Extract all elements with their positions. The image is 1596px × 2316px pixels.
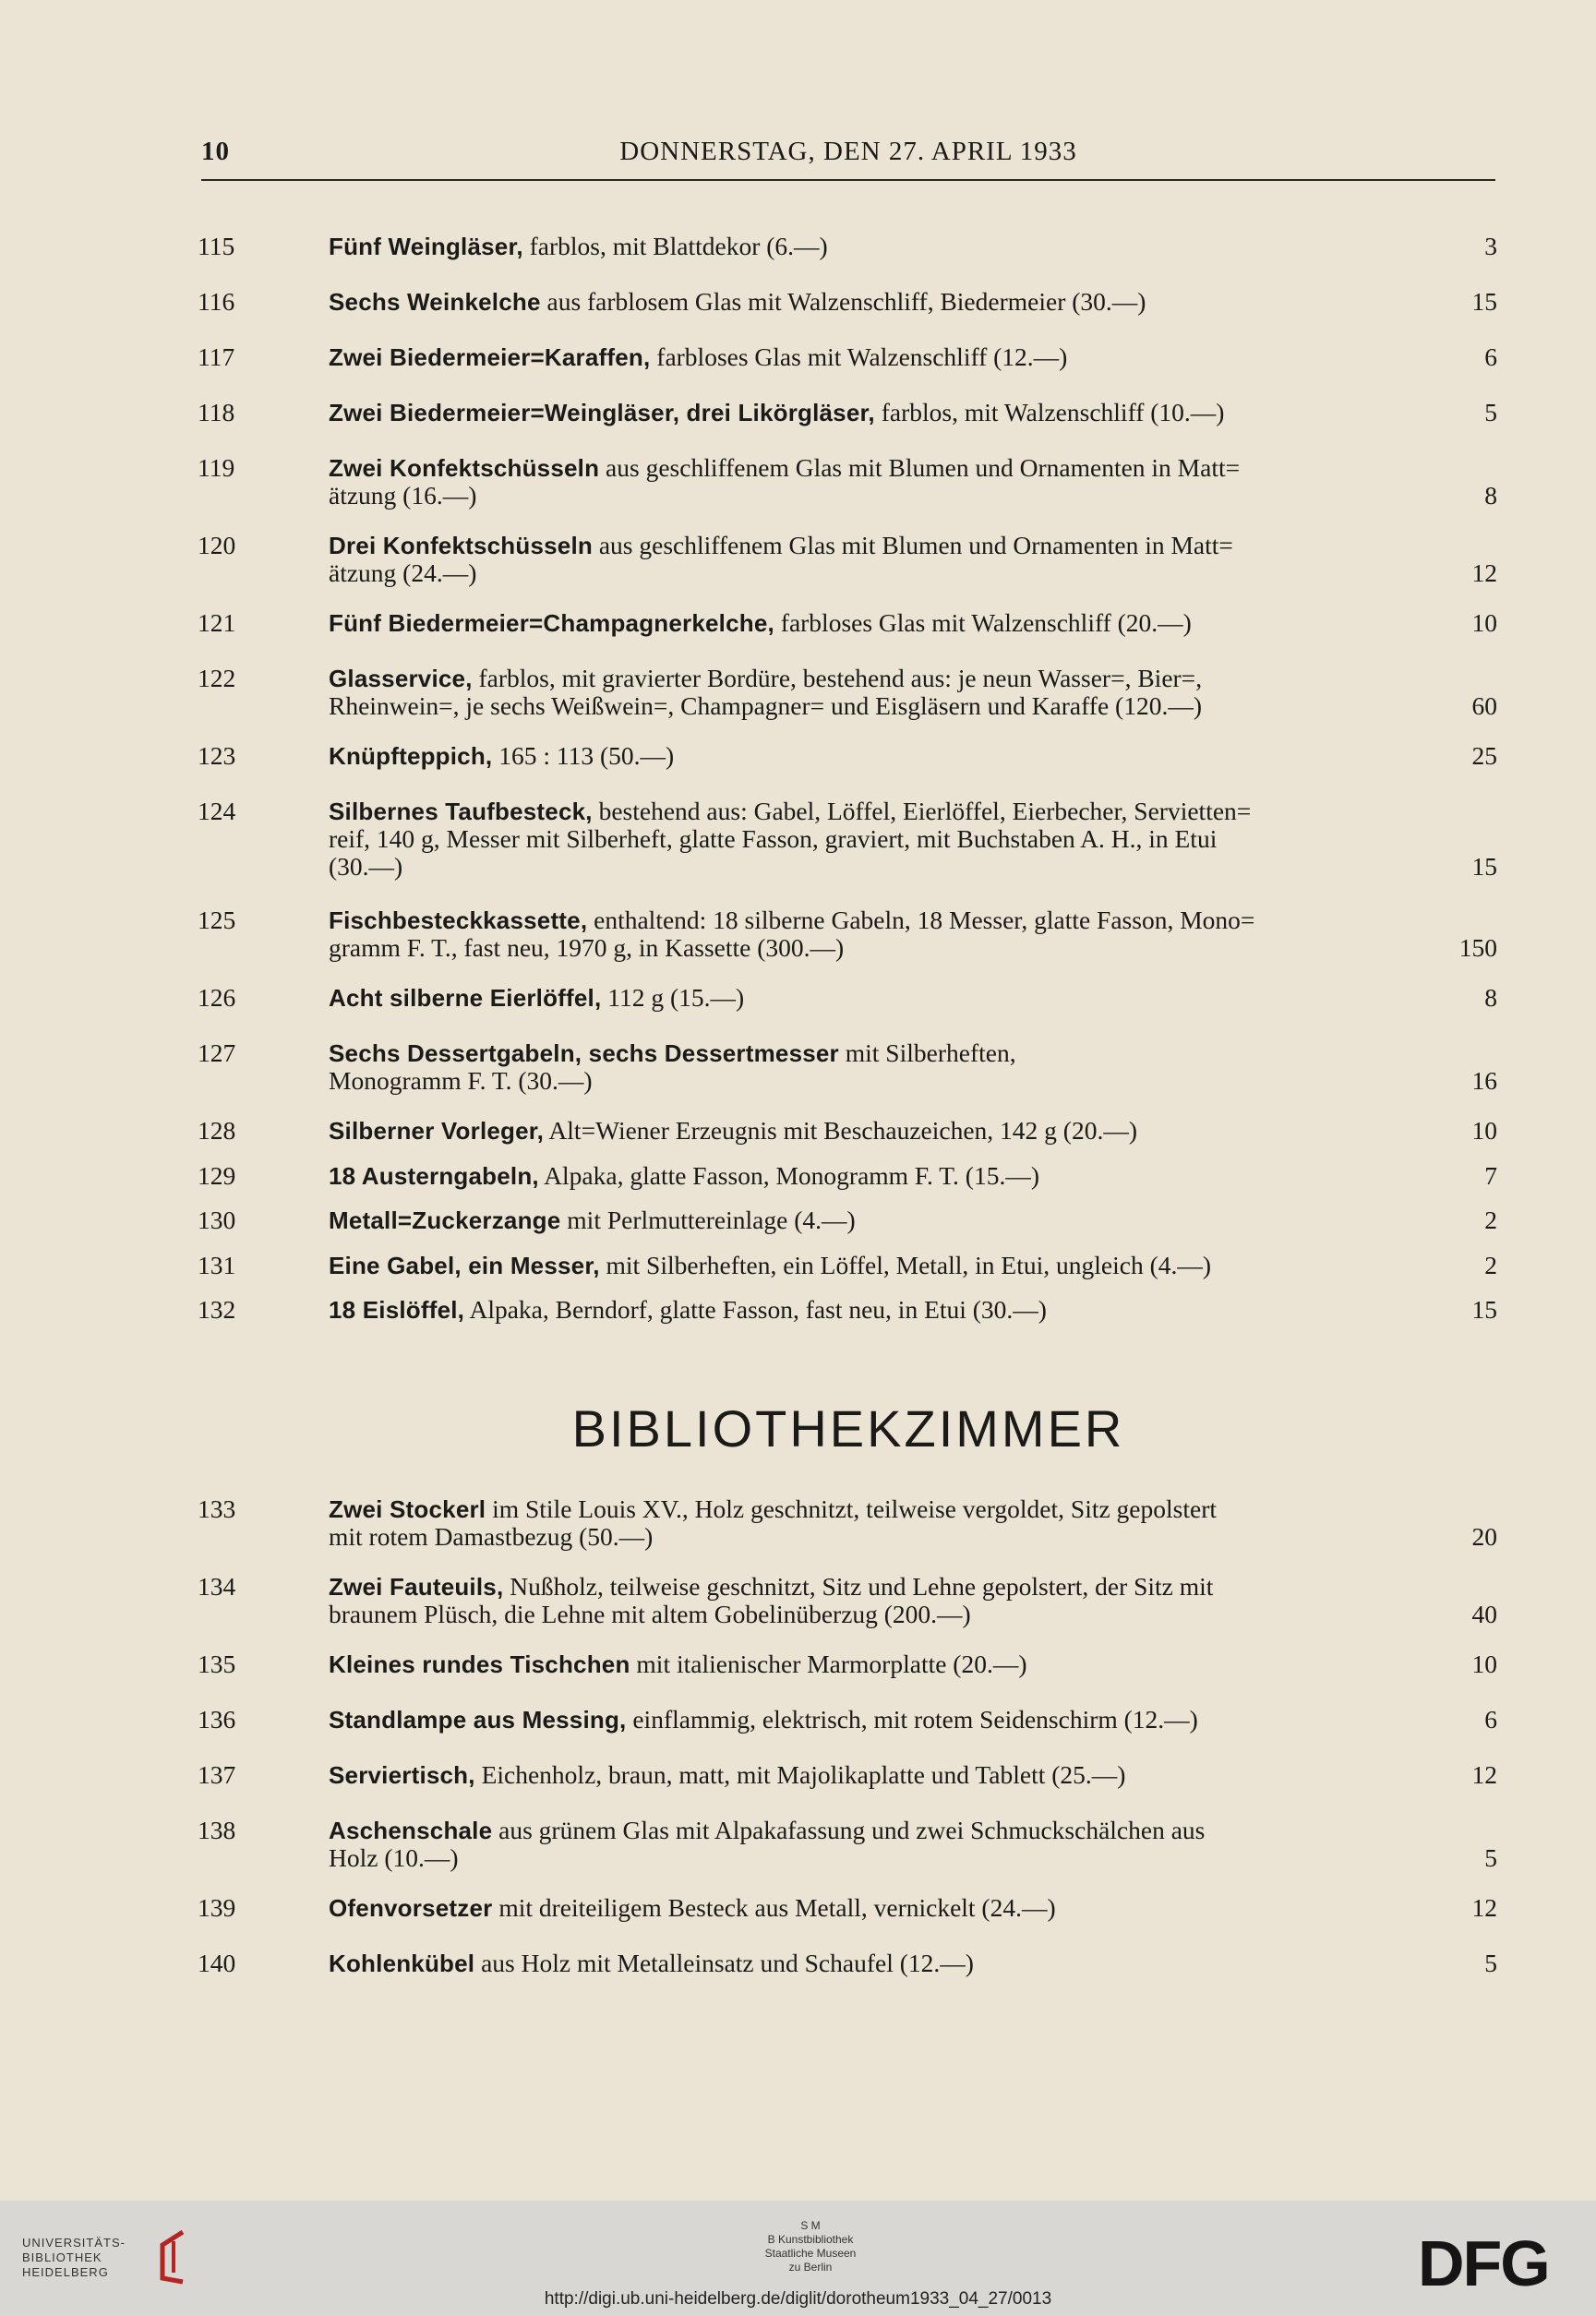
lot-estimate: 7	[1484, 1160, 1497, 1190]
lot-title: Zwei Biedermeier=Karaffen,	[329, 343, 651, 371]
library-logo-text	[22, 2236, 126, 2280]
lot-title: Fünf Biedermeier=Champagnerkelche,	[329, 609, 774, 637]
lot-description-line	[329, 1817, 1471, 1844]
lot-number: 115	[198, 232, 235, 260]
lot-number: 123	[198, 741, 236, 770]
lot-description-line	[329, 1761, 1471, 1789]
lot-description-line	[329, 1252, 1471, 1279]
lot-number: 127	[198, 1038, 236, 1067]
library-mark-icon	[155, 2228, 194, 2286]
lot-description-line	[329, 343, 1471, 371]
lot-estimate: 5	[1484, 398, 1497, 426]
lot-title: Metall=Zuckerzange	[329, 1206, 561, 1234]
lot-title: Kohlenkübel	[329, 1950, 475, 1977]
lot-description	[329, 1950, 1471, 1977]
page-title: DONNERSTAG, DEN 27. APRIL 1933	[619, 137, 1077, 166]
lot-description	[329, 1894, 1471, 1922]
lot-description-line	[329, 906, 1471, 934]
lot-title: 18 Eislöffel,	[329, 1296, 465, 1324]
lot-title: Serviertisch,	[329, 1761, 475, 1789]
lot-text: aus geschliffenem Glas mit Blumen und Ornamenten in Matt=	[599, 453, 1241, 482]
lot-description	[329, 1573, 1471, 1628]
lot-description	[329, 288, 1471, 316]
lot-title: Zwei Stockerl	[329, 1495, 486, 1523]
lot-description	[329, 1706, 1471, 1734]
lot-description	[329, 984, 1471, 1012]
lot-estimate: 15	[1471, 852, 1497, 881]
lot-number: 133	[198, 1494, 236, 1523]
lot-description	[329, 665, 1471, 720]
lot-description-line	[329, 1650, 1471, 1678]
lot-description	[329, 532, 1471, 587]
lot-title: Knüpfteppich,	[329, 742, 493, 770]
lot-text: Alt=Wiener Erzeugnis mit Beschauzeichen, 142 g (20.—)	[544, 1116, 1137, 1145]
header-rule	[201, 179, 1495, 181]
lot-estimate: 6	[1484, 1705, 1497, 1734]
lot-description	[329, 609, 1471, 637]
lot-text: mit italienischer Marmorplatte (20.—)	[630, 1650, 1027, 1678]
lot-description-line: reif, 140 g, Messer mit Silberheft, glatte Fasson, graviert, mit Buchstaben A. H., in Etui	[329, 824, 1218, 853]
lot-text: aus geschliffenem Glas mit Blumen und Ornamenten in Matt=	[592, 531, 1233, 559]
lot-text: Nußholz, teilweise geschnitzt, Sitz und Lehne gepolstert, der Sitz mit	[503, 1572, 1214, 1601]
lot-text: mit Perlmuttereinlage (4.—)	[560, 1206, 856, 1234]
library-line: HEIDELBERG	[22, 2265, 109, 2279]
lot-number: 130	[198, 1206, 236, 1234]
lot-number: 129	[198, 1160, 236, 1190]
lot-estimate: 10	[1471, 1650, 1497, 1678]
lot-title: Zwei Biedermeier=Weingläser, drei Likörgläser,	[329, 399, 875, 426]
lot-description-line: Monogramm F. T. (30.—)	[329, 1066, 593, 1095]
lot-text: aus grünem Glas mit Alpakafassung und zwei Schmuckschälchen aus	[492, 1816, 1206, 1844]
lot-description	[329, 1162, 1471, 1190]
lot-title: Standlampe aus Messing,	[329, 1706, 627, 1734]
lot-text: mit Silberheften, ein Löffel, Metall, in Etui, ungleich (4.—)	[599, 1250, 1212, 1279]
lot-estimate: 12	[1471, 1760, 1497, 1789]
lot-description-line	[329, 665, 1471, 692]
lot-description	[329, 399, 1471, 426]
lot-description	[329, 1296, 1471, 1324]
lot-number: 126	[198, 983, 236, 1012]
lot-title: Sechs Weinkelche	[329, 288, 541, 316]
page-number: 10	[201, 137, 230, 166]
smb-line: S M	[800, 2219, 821, 2232]
lot-number: 116	[198, 287, 235, 316]
lot-estimate: 15	[1471, 1295, 1497, 1324]
lot-estimate: 40	[1471, 1600, 1497, 1628]
lot-description-line	[329, 532, 1471, 559]
lot-text: bestehend aus: Gabel, Löffel, Eierlöffel, Eierbecher, Servietten=	[592, 797, 1252, 825]
lot-number: 135	[198, 1650, 236, 1678]
lot-description	[329, 1650, 1471, 1678]
lot-description-line	[329, 609, 1471, 637]
lot-description-line	[329, 1162, 1471, 1190]
lot-title: Acht silberne Eierlöffel,	[329, 984, 602, 1012]
lot-estimate: 25	[1471, 741, 1497, 770]
lot-number: 132	[198, 1295, 236, 1324]
lot-text: farblos, mit Walzenschliff (10.—)	[874, 398, 1225, 426]
lot-title: Sechs Dessertgabeln, sechs Dessertmesser	[329, 1039, 839, 1067]
lot-description	[329, 233, 1471, 260]
lot-estimate: 20	[1471, 1522, 1497, 1551]
lot-number: 120	[198, 531, 236, 559]
lot-description	[329, 343, 1471, 371]
lot-number: 118	[198, 398, 235, 426]
lot-description	[329, 1817, 1471, 1872]
lot-description-line: ätzung (16.—)	[329, 481, 477, 510]
section-heading: BIBLIOTHEKZIMMER	[571, 1399, 1125, 1458]
lot-description-line	[329, 233, 1471, 260]
lot-estimate: 8	[1484, 983, 1497, 1012]
lot-description-line: Holz (10.—)	[329, 1843, 459, 1872]
lot-description-line	[329, 1206, 1471, 1234]
lot-text: Alpaka, Berndorf, glatte Fasson, fast neu, in Etui (30.—)	[464, 1295, 1047, 1324]
lot-description-line	[329, 1039, 1471, 1067]
lot-text: farblos, mit Blattdekor (6.—)	[522, 232, 828, 260]
permalink-url[interactable]: http://digi.ub.uni-heidelberg.de/diglit/dorotheum1933_04_27/0013	[544, 2289, 1052, 2309]
lot-description-line	[329, 1950, 1471, 1977]
lot-description-line	[329, 798, 1471, 825]
lot-number: 117	[198, 342, 235, 371]
lot-text: mit Silberheften,	[838, 1038, 1016, 1067]
lot-number: 128	[198, 1116, 236, 1145]
library-line: BIBLIOTHEK	[22, 2250, 102, 2264]
lot-text: Eichenholz, braun, matt, mit Majolikaplatte und Tablett (25.—)	[474, 1760, 1126, 1789]
lot-number: 136	[198, 1705, 236, 1734]
lot-estimate: 2	[1484, 1206, 1497, 1234]
lot-title: 18 Austerngabeln,	[329, 1161, 539, 1190]
lot-estimate: 10	[1471, 1116, 1497, 1145]
lot-description-line: ätzung (24.—)	[329, 558, 477, 587]
lot-title: Zwei Fauteuils,	[329, 1573, 504, 1601]
lot-estimate: 12	[1471, 1893, 1497, 1922]
lot-number: 138	[198, 1816, 236, 1844]
lot-text: im Stile Louis XV., Holz geschnitzt, teilweise vergoldet, Sitz gepolstert	[486, 1494, 1217, 1523]
lot-text: Alpaka, glatte Fasson, Monogramm F. T. (15.—)	[538, 1160, 1039, 1190]
smb-line: B Kunstbibliothek	[767, 2233, 854, 2246]
lot-number: 131	[198, 1250, 236, 1279]
smb-logo-text	[746, 2219, 875, 2274]
lot-text: aus farblosem Glas mit Walzenschliff, Biedermeier (30.—)	[540, 287, 1146, 316]
lot-title: Fischbesteckkassette,	[329, 906, 588, 934]
lot-description-line	[329, 1296, 1471, 1324]
lot-description-line	[329, 1894, 1471, 1922]
page-header	[201, 137, 1495, 174]
lot-description	[329, 1252, 1471, 1279]
lot-description-line: (30.—)	[329, 852, 403, 881]
lot-text: mit dreiteiligem Besteck aus Metall, vernickelt (24.—)	[492, 1893, 1056, 1922]
lot-number: 139	[198, 1893, 236, 1922]
lot-title: Aschenschale	[329, 1817, 493, 1844]
lot-description-line	[329, 399, 1471, 426]
lot-description-line	[329, 1706, 1471, 1734]
lot-title: Silberner Vorleger,	[329, 1117, 545, 1145]
lot-text: farbloses Glas mit Walzenschliff (12.—)	[650, 342, 1068, 371]
lot-title: Zwei Konfektschüsseln	[329, 454, 600, 482]
lot-description-line: Rheinwein=, je sechs Weißwein=, Champagner= und Eisgläsern und Karaffe (120.—)	[329, 691, 1202, 720]
lot-text: aus Holz mit Metalleinsatz und Schaufel (12.—)	[474, 1949, 974, 1977]
lot-title: Kleines rundes Tischchen	[329, 1650, 630, 1678]
lot-estimate: 16	[1471, 1066, 1497, 1095]
lot-title: Silbernes Taufbesteck,	[329, 798, 593, 825]
lot-text: 112 g (15.—)	[601, 983, 745, 1012]
lot-title: Ofenvorsetzer	[329, 1894, 493, 1922]
lot-description-line	[329, 1117, 1471, 1145]
lot-description-line: mit rotem Damastbezug (50.—)	[329, 1522, 654, 1551]
dfg-logo: DFG	[1418, 2227, 1549, 2299]
lot-text: farbloses Glas mit Walzenschliff (20.—)	[774, 608, 1192, 637]
lot-estimate: 150	[1458, 933, 1497, 962]
lot-description	[329, 1039, 1471, 1095]
lot-number: 122	[198, 664, 236, 692]
lot-title: Glasservice,	[329, 665, 473, 692]
footer-bar	[0, 2201, 1596, 2316]
lot-description-line: gramm F. T., fast neu, 1970 g, in Kassette (300.—)	[329, 933, 845, 962]
lot-title: Eine Gabel, ein Messer,	[329, 1251, 600, 1279]
lot-description-line	[329, 742, 1471, 770]
lot-title: Fünf Weingläser,	[329, 233, 523, 260]
smb-line: zu Berlin	[788, 2261, 833, 2274]
lot-estimate: 6	[1484, 342, 1497, 371]
lot-description-line	[329, 1495, 1471, 1523]
lot-description	[329, 742, 1471, 770]
lot-description-line	[329, 984, 1471, 1012]
lot-number: 137	[198, 1760, 236, 1789]
lot-text: einflammig, elektrisch, mit rotem Seidenschirm (12.—)	[626, 1705, 1198, 1734]
lot-description	[329, 1761, 1471, 1789]
lot-estimate: 8	[1484, 481, 1497, 510]
lot-number: 125	[198, 906, 236, 934]
lot-description	[329, 454, 1471, 510]
lot-estimate: 10	[1471, 608, 1497, 637]
lot-number: 124	[198, 797, 236, 825]
lot-number: 121	[198, 608, 236, 637]
lot-number: 119	[198, 453, 235, 482]
lot-description-line	[329, 454, 1471, 482]
lot-number: 140	[198, 1949, 236, 1977]
lot-description	[329, 1206, 1471, 1234]
lot-description	[329, 1495, 1471, 1551]
lot-estimate: 2	[1484, 1250, 1497, 1279]
lot-estimate: 15	[1471, 287, 1497, 316]
lot-estimate: 5	[1484, 1949, 1497, 1977]
library-line: UNIVERSITÄTS-	[22, 2236, 126, 2250]
lot-text: enthaltend: 18 silberne Gabeln, 18 Messer, glatte Fasson, Mono=	[587, 906, 1255, 934]
lot-description	[329, 1117, 1471, 1145]
lot-text: farblos, mit gravierter Bordüre, bestehend aus: je neun Wasser=, Bier=,	[472, 664, 1203, 692]
lot-estimate: 5	[1484, 1843, 1497, 1872]
lot-text: 165 : 113 (50.—)	[492, 741, 675, 770]
lot-description-line	[329, 1573, 1471, 1601]
lot-description	[329, 798, 1471, 881]
lot-estimate: 60	[1471, 691, 1497, 720]
lot-estimate: 12	[1471, 558, 1497, 587]
lot-description-line	[329, 288, 1471, 316]
lot-number: 134	[198, 1572, 236, 1601]
lot-description	[329, 906, 1471, 962]
smb-line: Staatliche Museen	[764, 2247, 857, 2260]
lot-description-line: braunem Plüsch, die Lehne mit altem Gobelinüberzug (200.—)	[329, 1600, 971, 1628]
lot-title: Drei Konfektschüsseln	[329, 532, 593, 559]
lot-estimate: 3	[1484, 232, 1497, 260]
